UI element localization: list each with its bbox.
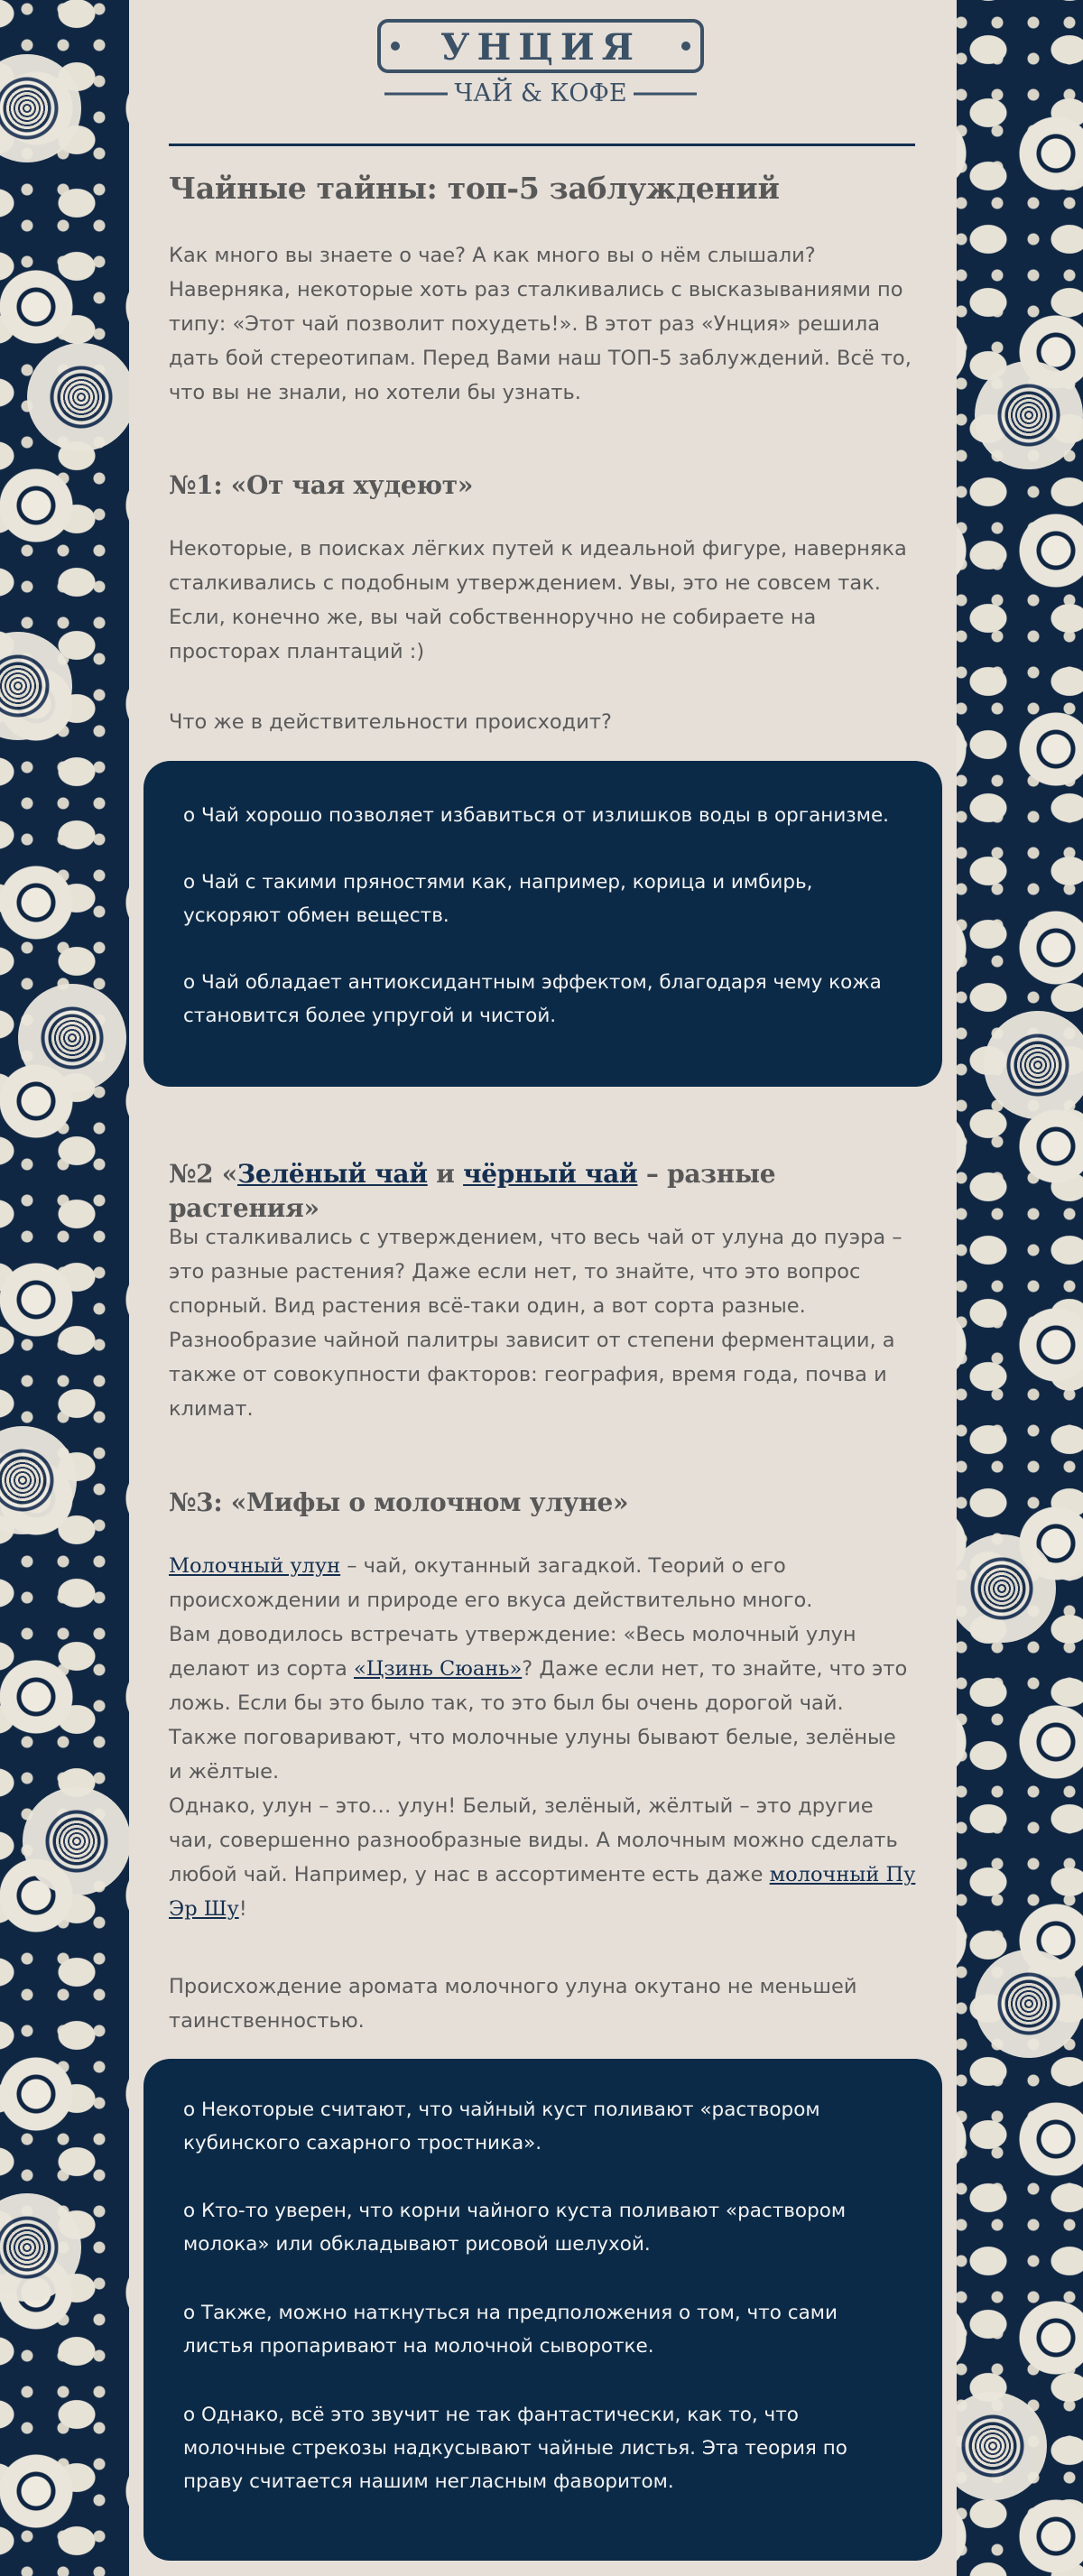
text-line: Если, конечно же, вы чай собственноручно не собираете на bbox=[169, 606, 817, 629]
text-line: Как много вы знаете о чае? А как много вы о нём слышали? bbox=[169, 244, 816, 267]
text-line: также от совокупности факторов: география, время года, почва и bbox=[169, 1363, 887, 1386]
text-line: это разные растения? Даже если нет, то знайте, что это вопрос bbox=[169, 1260, 861, 1283]
heading-text: №2 « bbox=[169, 1159, 237, 1189]
right-floral-pattern bbox=[957, 0, 1083, 2576]
milk-puer-link[interactable]: Эр Шу bbox=[169, 1897, 239, 1921]
flower-ornament bbox=[0, 2193, 81, 2302]
text-line: о Некоторые считают, что чайный куст поливают «раствором bbox=[183, 2099, 820, 2121]
myth1-question bbox=[169, 705, 918, 739]
text-line: становится более упругой и чистой. bbox=[183, 1005, 557, 1027]
header-divider bbox=[169, 144, 915, 146]
flower-ornament bbox=[948, 1534, 1056, 1643]
text-span: ? Даже если нет, то знайте, что это bbox=[522, 1657, 908, 1681]
brand-logo[interactable] bbox=[375, 16, 706, 107]
text-line: просторах плантаций :) bbox=[169, 640, 425, 663]
text-line: Происхождение аромата молочного улуна окутано не меньшей bbox=[169, 1975, 857, 1998]
theory-item bbox=[183, 2194, 905, 2261]
flower-ornament bbox=[0, 632, 72, 740]
myth1-heading: №1: «От чая худеют» bbox=[169, 470, 474, 500]
text-line: Что же в действительности происходит? bbox=[169, 710, 612, 734]
theory-item bbox=[183, 2398, 905, 2498]
myth2-heading bbox=[169, 1157, 918, 1226]
flower-ornament bbox=[23, 1787, 131, 1895]
text-line bbox=[169, 1892, 918, 1926]
text-line: и жёлтые. bbox=[169, 1760, 280, 1784]
aroma-paragraph bbox=[169, 1969, 918, 2038]
text-line: Вы сталкивались с утверждением, что весь чай от улуна до пуэра – bbox=[169, 1226, 902, 1249]
text-line: о Чай хорошо позволяет избавиться от излишков воды в организме. bbox=[183, 804, 890, 827]
text-line: Вам доводилось встречать утверждение: «Весь молочный улун bbox=[169, 1623, 856, 1646]
text-line: кубинского сахарного тростника». bbox=[183, 2132, 542, 2154]
text-span: делают из сорта bbox=[169, 1657, 354, 1681]
fact-item bbox=[183, 799, 905, 832]
article-title: Чайные тайны: топ-5 заблуждений bbox=[169, 171, 780, 206]
fact-item bbox=[183, 966, 905, 1033]
black-tea-link[interactable]: чёрный чай bbox=[463, 1159, 638, 1189]
text-line: Также поговаривают, что молочные улуны бывают белые, зелёные bbox=[169, 1726, 896, 1749]
heading-text: – разные растения» bbox=[169, 1159, 776, 1223]
text-line: дать бой стереотипам. Перед Вами наш ТОП-5 заблуждений. Всё то, bbox=[169, 347, 912, 370]
text-line: сталкивались с подобным утверждением. Увы, это не совсем так. bbox=[169, 571, 881, 595]
text-line: о Чай обладает антиоксидантным эффектом, благодаря чему кожа bbox=[183, 971, 882, 994]
flower-ornament bbox=[975, 361, 1083, 469]
text-line: ложь. Если бы это было так, то это был бы очень дорогой чай. bbox=[169, 1691, 844, 1715]
text-span: ! bbox=[238, 1897, 247, 1921]
text-line: чаи, совершенно разнообразные виды. А молочным можно сделать bbox=[169, 1829, 898, 1852]
text-line: молочные стрекозы надкусывают чайные листья. Эта теория по bbox=[183, 2437, 847, 2460]
brand-name: УНЦИЯ bbox=[440, 26, 641, 69]
flower-ornament bbox=[975, 1950, 1083, 2058]
text-line: типу: «Этот чай позволит похудеть!». В этот раз «Унция» решила bbox=[169, 312, 880, 336]
text-line bbox=[169, 1652, 918, 1686]
text-line: Некоторые, в поисках лёгких путей к идеальной фигуре, наверняка bbox=[169, 537, 907, 561]
text-line: молока» или обкладывают рисовой шелухой. bbox=[183, 2233, 651, 2256]
text-line: что вы не знали, но хотели бы узнать. bbox=[169, 381, 581, 404]
text-line: таинственностью. bbox=[169, 2009, 365, 2033]
text-line: Однако, улун – это… улун! Белый, зелёный, жёлтый – это другие bbox=[169, 1794, 874, 1818]
myth3-theories-card bbox=[143, 2059, 942, 2561]
text-line: праву считается нашим негласным фаворитом. bbox=[183, 2470, 674, 2493]
text-span: – чай, окутанный загадкой. Теорий о его bbox=[340, 1554, 786, 1578]
milk-oolong-link[interactable]: Молочный улун bbox=[169, 1554, 341, 1578]
left-floral-pattern bbox=[0, 0, 129, 2576]
text-line bbox=[169, 1858, 918, 1892]
fact-item bbox=[183, 866, 905, 932]
text-line: о Также, можно наткнуться на предположения о том, что сами bbox=[183, 2302, 838, 2324]
text-line: Разнообразие чайной палитры зависит от степени ферментации, а bbox=[169, 1329, 895, 1352]
brand-tagline: ЧАЙ & КОФЕ bbox=[454, 79, 627, 107]
text-line: спорный. Вид растения всё-таки один, а вот сорта разные. bbox=[169, 1294, 806, 1318]
myth3-heading: №3: «Мифы о молочном улуне» bbox=[169, 1487, 629, 1517]
myth1-facts-card bbox=[143, 761, 942, 1087]
intro-paragraph bbox=[169, 238, 918, 410]
text-line: климат. bbox=[169, 1397, 254, 1421]
text-span: любой чай. Например, у нас в ассортименте есть даже bbox=[169, 1863, 770, 1886]
flower-ornament bbox=[18, 984, 126, 1092]
myth3-paragraph bbox=[169, 1549, 918, 1926]
flower-ornament bbox=[0, 1426, 77, 1534]
text-line: о Чай с такими пряностями как, например, корица и имбирь, bbox=[183, 871, 813, 894]
text-line: Наверняка, некоторые хоть раз сталкивались с высказываниями по bbox=[169, 278, 903, 301]
newsletter-body bbox=[129, 0, 957, 2576]
theory-item bbox=[183, 2296, 905, 2363]
text-line: о Однако, всё это звучит не так фантастически, как то, что bbox=[183, 2404, 799, 2426]
jin-xuan-link[interactable]: «Цзинь Сюань» bbox=[353, 1657, 523, 1681]
flower-ornament bbox=[984, 1011, 1083, 1119]
green-tea-link[interactable]: Зелёный чай bbox=[236, 1159, 428, 1189]
text-line: происхождении и природе его вкуса действительно много. bbox=[169, 1589, 813, 1612]
heading-text: и bbox=[427, 1159, 464, 1189]
flower-ornament bbox=[0, 54, 81, 162]
text-line: ускоряют обмен веществ. bbox=[183, 904, 449, 927]
theory-item bbox=[183, 2093, 905, 2160]
flower-ornament bbox=[27, 343, 135, 451]
myth1-paragraph bbox=[169, 532, 918, 669]
myth2-paragraph bbox=[169, 1220, 918, 1426]
text-line: о Кто-то уверен, что корни чайного куста поливают «раствором bbox=[183, 2200, 847, 2222]
text-line: листья пропаривают на молочной сыворотке. bbox=[183, 2335, 654, 2358]
text-line bbox=[169, 1549, 918, 1583]
milk-puer-link[interactable]: молочный Пу bbox=[769, 1863, 916, 1886]
